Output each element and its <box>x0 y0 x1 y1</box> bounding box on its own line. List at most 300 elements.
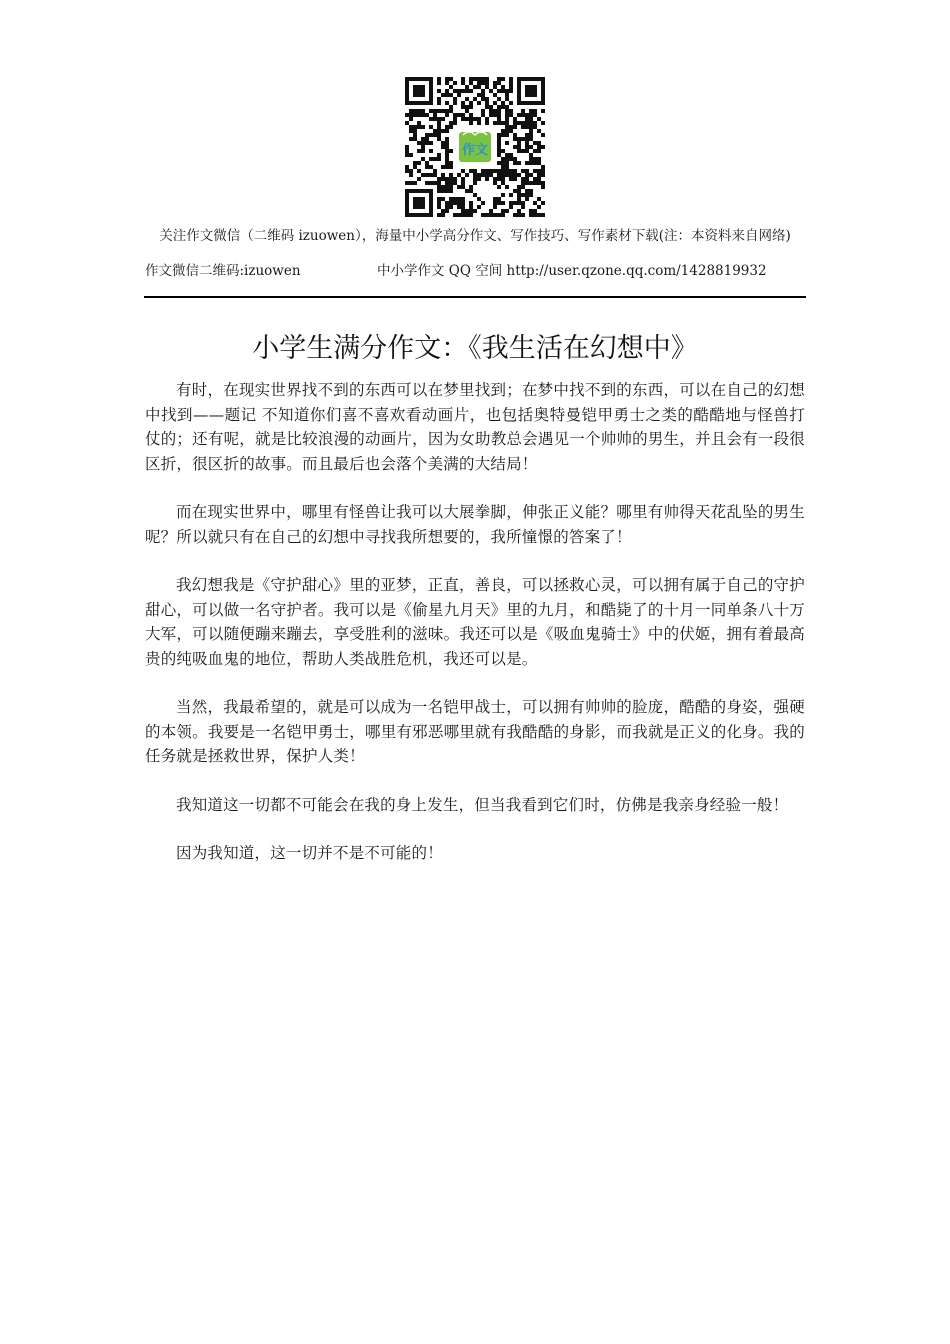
qr-module <box>417 109 421 113</box>
qr-module <box>505 133 509 137</box>
qr-module <box>533 157 537 161</box>
qr-module <box>429 141 433 145</box>
qr-module <box>461 101 465 105</box>
qr-module <box>501 101 505 105</box>
qr-module <box>469 81 473 85</box>
qr-module <box>453 201 457 205</box>
qr-module <box>493 205 497 209</box>
qr-module <box>417 161 421 165</box>
qr-module <box>493 93 497 97</box>
qr-module <box>409 169 413 173</box>
qr-module <box>437 97 441 101</box>
qr-finder-bottom-left <box>405 189 433 217</box>
qr-module <box>497 121 501 125</box>
qr-module <box>501 85 505 89</box>
qr-module <box>445 157 449 161</box>
qr-module <box>529 213 533 217</box>
qr-module <box>477 205 481 209</box>
qr-module <box>513 169 517 173</box>
qr-module <box>529 173 533 177</box>
qr-module <box>409 153 413 157</box>
qr-module <box>473 77 477 81</box>
qr-module <box>409 113 413 117</box>
qr-module <box>481 93 485 97</box>
qr-module <box>497 185 501 189</box>
qr-module <box>541 145 545 149</box>
qr-module <box>441 129 445 133</box>
qr-module <box>517 145 521 149</box>
qr-module <box>509 205 513 209</box>
qr-module <box>497 117 501 121</box>
qr-module <box>409 109 413 113</box>
qr-module <box>485 101 489 105</box>
qr-module <box>437 185 441 189</box>
qr-module <box>493 201 497 205</box>
qr-module <box>529 181 533 185</box>
qr-module <box>493 81 497 85</box>
qr-module <box>421 137 425 141</box>
qr-module <box>457 185 461 189</box>
qr-module <box>449 161 453 165</box>
qr-module <box>461 169 465 173</box>
qr-module <box>453 81 457 85</box>
qr-module <box>501 165 505 169</box>
qr-module <box>497 109 501 113</box>
qr-module <box>453 117 457 121</box>
qr-module <box>541 201 545 205</box>
qr-module <box>529 109 533 113</box>
qr-module <box>529 161 533 165</box>
qr-module <box>537 177 541 181</box>
qr-module <box>465 173 469 177</box>
qr-module <box>517 121 521 125</box>
article-title: 小学生满分作文：《我生活在幻想中》 <box>252 333 698 365</box>
qr-module <box>505 97 509 101</box>
qr-module <box>461 117 465 121</box>
qr-module <box>477 173 481 177</box>
qr-module <box>461 213 465 217</box>
qr-module <box>533 141 537 145</box>
qr-module <box>485 105 489 109</box>
qr-module <box>513 201 517 205</box>
qr-module <box>449 205 453 209</box>
qr-module <box>473 173 477 177</box>
qr-module <box>445 149 449 153</box>
qr-module <box>497 201 501 205</box>
qr-module <box>461 81 465 85</box>
qr-module <box>505 121 509 125</box>
qr-module <box>465 109 469 113</box>
qr-module <box>445 101 449 105</box>
qr-module <box>449 149 453 153</box>
qr-module <box>433 129 437 133</box>
qr-module <box>505 113 509 117</box>
qr-module <box>509 125 513 129</box>
qr-module <box>441 93 445 97</box>
qr-module <box>469 101 473 105</box>
qr-module <box>477 197 481 201</box>
qr-module <box>449 181 453 185</box>
qr-module <box>485 121 489 125</box>
qr-module <box>525 133 529 137</box>
qr-module <box>429 117 433 121</box>
qr-module <box>533 213 537 217</box>
qr-module <box>521 169 525 173</box>
qr-module <box>481 81 485 85</box>
qr-module <box>481 173 485 177</box>
qr-module <box>413 133 417 137</box>
qr-module <box>469 209 473 213</box>
qr-module <box>493 113 497 117</box>
qr-module <box>469 77 473 81</box>
qr-module <box>457 93 461 97</box>
qr-module <box>525 169 529 173</box>
qr-module <box>465 105 469 109</box>
qr-module <box>425 181 429 185</box>
qr-module <box>541 169 545 173</box>
qr-module <box>541 121 545 125</box>
qr-module <box>541 173 545 177</box>
qr-module <box>533 109 537 113</box>
qr-module <box>449 109 453 113</box>
qr-module <box>441 173 445 177</box>
qr-module <box>525 173 529 177</box>
qr-module <box>529 137 533 141</box>
qr-module <box>509 173 513 177</box>
qr-module <box>521 213 525 217</box>
qr-module <box>497 89 501 93</box>
qr-module <box>497 197 501 201</box>
qr-module <box>485 173 489 177</box>
qr-module <box>513 121 517 125</box>
qr-module <box>513 117 517 121</box>
qr-module <box>425 161 429 165</box>
qr-module <box>413 137 417 141</box>
qr-module <box>453 177 457 181</box>
qr-module <box>497 97 501 101</box>
qr-module <box>469 185 473 189</box>
qr-module <box>521 193 525 197</box>
qr-module <box>473 85 477 89</box>
qr-module <box>533 177 537 181</box>
qr-module <box>513 137 517 141</box>
qr-module <box>445 165 449 169</box>
qr-module <box>437 205 441 209</box>
qq-space-link[interactable]: 中小学作文 QQ 空间 http://user.qzone.qq.com/1428819932 <box>377 263 767 279</box>
qr-module <box>405 165 409 169</box>
qr-module <box>533 169 537 173</box>
qr-module <box>425 133 429 137</box>
qr-module <box>501 209 505 213</box>
qr-module <box>441 109 445 113</box>
qr-module <box>485 117 489 121</box>
qr-module <box>513 145 517 149</box>
qr-module <box>521 201 525 205</box>
qr-module <box>425 165 429 169</box>
qr-module <box>485 97 489 101</box>
qr-module <box>473 97 477 101</box>
qr-badge-text: 作文 <box>461 143 489 158</box>
article-paragraph: 而在现实世界中，哪里有怪兽让我可以大展拳脚，伸张正义能？哪里有帅得天花乱坠的男生呢？所以就只有在自己的幻想中寻找我所想要的，我所憧憬的答案了！ <box>145 503 805 546</box>
qr-module <box>505 93 509 97</box>
qr-module <box>437 181 441 185</box>
qr-module <box>517 213 521 217</box>
qr-module <box>417 149 421 153</box>
qr-module <box>509 193 513 197</box>
qr-module <box>509 113 513 117</box>
qr-module <box>521 125 525 129</box>
qr-module <box>529 117 533 121</box>
qr-module <box>493 197 497 201</box>
qr-module <box>445 125 449 129</box>
qr-module <box>533 149 537 153</box>
qr-module <box>501 181 505 185</box>
qr-module <box>529 133 533 137</box>
qr-module <box>537 213 541 217</box>
qr-module <box>437 153 441 157</box>
qr-module <box>449 165 453 169</box>
qr-module <box>485 213 489 217</box>
qr-module <box>405 149 409 153</box>
qr-module <box>501 173 505 177</box>
qr-module <box>513 189 517 193</box>
qr-module <box>449 185 453 189</box>
qr-module <box>421 149 425 153</box>
qr-module <box>413 181 417 185</box>
qr-module <box>417 141 421 145</box>
qr-module <box>501 161 505 165</box>
qr-module <box>541 185 545 189</box>
qr-module <box>409 173 413 177</box>
qr-module <box>493 181 497 185</box>
qr-module <box>441 213 445 217</box>
qr-module <box>421 141 425 145</box>
qr-module <box>433 109 437 113</box>
qr-module <box>493 101 497 105</box>
qr-module <box>433 169 437 173</box>
qr-module <box>497 133 501 137</box>
qr-module <box>525 137 529 141</box>
qr-module <box>429 157 433 161</box>
qr-module <box>481 201 485 205</box>
qr-module <box>525 145 529 149</box>
qr-module <box>453 121 457 125</box>
qr-module <box>497 161 501 165</box>
qr-module <box>449 85 453 89</box>
qr-module <box>469 189 473 193</box>
qr-module <box>521 185 525 189</box>
qr-module <box>481 169 485 173</box>
qr-code-icon <box>405 77 545 217</box>
qr-module <box>405 181 409 185</box>
qr-module <box>477 93 481 97</box>
qr-module <box>501 177 505 181</box>
qr-module <box>437 189 441 193</box>
qr-module <box>449 125 453 129</box>
qr-module <box>441 209 445 213</box>
qr-module <box>445 137 449 141</box>
qr-module <box>489 213 493 217</box>
qr-module <box>533 201 537 205</box>
qr-module <box>405 145 409 149</box>
qr-module <box>493 169 497 173</box>
qr-module <box>517 209 521 213</box>
qr-module <box>445 77 449 81</box>
qr-module <box>497 113 501 117</box>
qr-module <box>457 205 461 209</box>
qr-module <box>493 213 497 217</box>
qr-module <box>437 117 441 121</box>
qr-module <box>425 173 429 177</box>
qr-module <box>445 129 449 133</box>
qr-module <box>429 125 433 129</box>
qr-module <box>445 201 449 205</box>
qr-module <box>409 125 413 129</box>
qr-module <box>497 173 501 177</box>
article-paragraph: 我知道这一切都不可能会在我的身上发生，但当我看到它们时，仿佛是我亲身经验一般！ <box>176 795 789 814</box>
qr-module <box>473 177 477 181</box>
qr-module <box>497 81 501 85</box>
qr-module <box>441 197 445 201</box>
qr-module <box>497 149 501 153</box>
qr-module <box>445 181 449 185</box>
qr-module <box>497 213 501 217</box>
qr-module <box>517 149 521 153</box>
qr-module <box>425 113 429 117</box>
qr-module <box>473 117 477 121</box>
qr-module <box>477 101 481 105</box>
qr-module <box>437 197 441 201</box>
qr-module <box>461 185 465 189</box>
qr-module <box>505 109 509 113</box>
qr-module <box>541 165 545 169</box>
qr-module <box>525 113 529 117</box>
qr-module <box>517 173 521 177</box>
qr-module <box>405 121 409 125</box>
qr-module <box>469 117 473 121</box>
qr-module <box>505 89 509 93</box>
qr-module <box>521 109 525 113</box>
qr-module <box>489 109 493 113</box>
qr-module <box>505 125 509 129</box>
qr-module <box>517 193 521 197</box>
qr-module <box>465 89 469 93</box>
qr-module <box>437 89 441 93</box>
qr-module <box>481 213 485 217</box>
qr-module <box>481 109 485 113</box>
qr-module <box>521 149 525 153</box>
qr-module <box>481 77 485 81</box>
qr-module <box>457 89 461 93</box>
qr-module <box>521 137 525 141</box>
qr-module <box>413 109 417 113</box>
qr-module <box>509 157 513 161</box>
qr-module <box>537 161 541 165</box>
qr-module <box>525 181 529 185</box>
qr-module <box>465 85 469 89</box>
qr-module <box>421 157 425 161</box>
qr-module <box>529 209 533 213</box>
qr-module <box>445 109 449 113</box>
qr-module <box>429 173 433 177</box>
qr-module <box>457 213 461 217</box>
qr-module <box>469 89 473 93</box>
qr-module <box>525 161 529 165</box>
qr-module <box>441 141 445 145</box>
qr-module <box>537 169 541 173</box>
qr-module <box>509 177 513 181</box>
qr-module <box>421 173 425 177</box>
qr-module <box>413 125 417 129</box>
qr-module <box>449 189 453 193</box>
qr-module <box>457 173 461 177</box>
qr-module <box>469 205 473 209</box>
qr-module <box>453 89 457 93</box>
qr-module <box>537 205 541 209</box>
qr-module <box>437 101 441 105</box>
qr-module <box>469 213 473 217</box>
qr-module <box>521 181 525 185</box>
qr-module <box>509 201 513 205</box>
qr-module <box>465 209 469 213</box>
qr-module <box>501 201 505 205</box>
qr-module <box>481 97 485 101</box>
qr-module <box>517 185 521 189</box>
qr-module <box>537 141 541 145</box>
qr-module <box>413 113 417 117</box>
qr-module <box>513 125 517 129</box>
qr-module <box>445 141 449 145</box>
qr-module <box>441 189 445 193</box>
qr-module <box>513 177 517 181</box>
qr-module <box>433 181 437 185</box>
qr-module <box>485 85 489 89</box>
qr-module <box>501 133 505 137</box>
qr-module <box>425 137 429 141</box>
qr-module <box>493 109 497 113</box>
qr-module <box>413 165 417 169</box>
qr-module <box>417 169 421 173</box>
qr-module <box>505 165 509 169</box>
qr-module <box>445 89 449 93</box>
qr-module <box>465 117 469 121</box>
qr-module <box>513 213 517 217</box>
qr-module <box>489 169 493 173</box>
qr-module <box>421 113 425 117</box>
qr-module <box>529 113 533 117</box>
qr-module <box>501 213 505 217</box>
qr-module <box>473 209 477 213</box>
qr-module <box>477 81 481 85</box>
qr-module <box>461 205 465 209</box>
qr-module <box>417 125 421 129</box>
qr-module <box>477 177 481 181</box>
qr-module <box>537 149 541 153</box>
qr-module <box>437 137 441 141</box>
qr-module <box>481 113 485 117</box>
qr-module <box>541 109 545 113</box>
qr-module <box>445 93 449 97</box>
qr-module <box>469 121 473 125</box>
qr-module <box>469 201 473 205</box>
article-body <box>145 378 805 890</box>
qr-module <box>533 113 537 117</box>
qr-module <box>497 77 501 81</box>
qr-module <box>445 205 449 209</box>
qr-module <box>537 117 541 121</box>
qr-module <box>453 197 457 201</box>
qr-module <box>405 113 409 117</box>
